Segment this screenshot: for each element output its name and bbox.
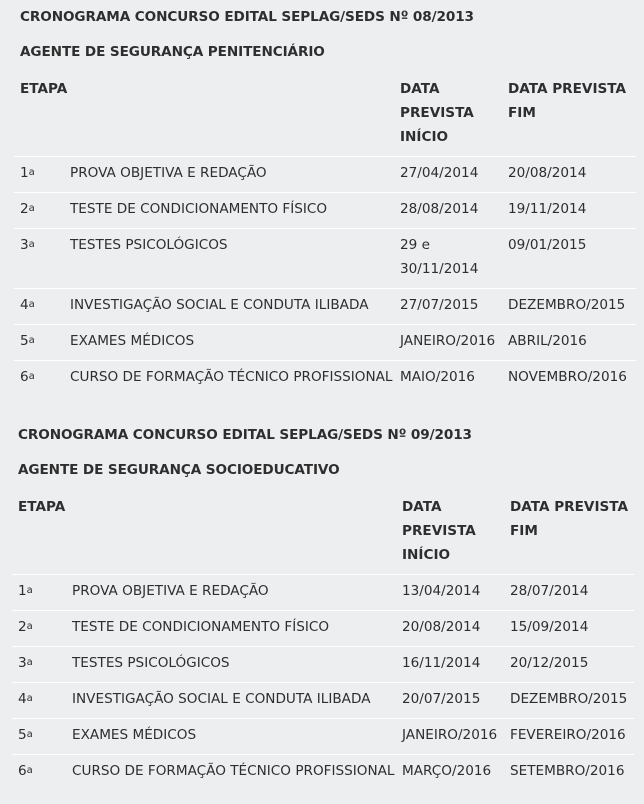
row-number: 3$^a$ xyxy=(20,237,35,253)
header-data-inicio: DATA PREVISTA INÍCIO xyxy=(402,499,476,563)
row-data-fim: 20/08/2014 xyxy=(508,165,587,181)
table-row xyxy=(12,682,634,718)
section-subtitle: AGENTE DE SEGURANÇA PENITENCIÁRIO xyxy=(20,44,325,60)
row-data-fim: 28/07/2014 xyxy=(510,583,589,599)
table-row xyxy=(12,754,634,791)
row-data-inicio: 20/08/2014 xyxy=(402,619,481,635)
row-data-fim: 20/12/2015 xyxy=(510,655,589,671)
table-row xyxy=(14,228,636,288)
row-data-fim: DEZEMBRO/2015 xyxy=(510,691,628,707)
row-data-inicio: 29 e 30/11/2014 xyxy=(400,237,479,277)
table-row xyxy=(12,574,634,610)
row-data-fim: 19/11/2014 xyxy=(508,201,587,217)
row-etapa: PROVA OBJETIVA E REDAÇÃO xyxy=(70,165,267,181)
table-row xyxy=(12,646,634,682)
row-number: 2$^a$ xyxy=(20,201,35,217)
row-number: 2$^a$ xyxy=(18,619,33,635)
table-row xyxy=(14,156,636,192)
row-data-fim: 09/01/2015 xyxy=(508,237,587,253)
table-row xyxy=(14,360,636,396)
row-etapa: TESTES PSICOLÓGICOS xyxy=(72,655,230,671)
header-data-inicio: DATA PREVISTA INÍCIO xyxy=(400,81,474,145)
row-etapa: EXAMES MÉDICOS xyxy=(72,727,197,743)
header-etapa: ETAPA xyxy=(20,81,68,97)
row-etapa: TESTE DE CONDICIONAMENTO FÍSICO xyxy=(70,201,328,217)
row-number: 1$^a$ xyxy=(18,583,33,599)
row-data-fim: NOVEMBRO/2016 xyxy=(508,369,627,385)
row-data-inicio: MAIO/2016 xyxy=(400,369,475,385)
row-data-fim: DEZEMBRO/2015 xyxy=(508,297,626,313)
row-data-fim: ABRIL/2016 xyxy=(508,333,587,349)
row-data-fim: 15/09/2014 xyxy=(510,619,589,635)
row-etapa: INVESTIGAÇÃO SOCIAL E CONDUTA ILIBADA xyxy=(70,297,369,313)
row-data-inicio: 27/04/2014 xyxy=(400,165,479,181)
row-number: 1$^a$ xyxy=(20,165,35,181)
row-data-inicio: MARÇO/2016 xyxy=(402,763,492,779)
table-row xyxy=(14,192,636,228)
row-number: 4$^a$ xyxy=(20,297,35,313)
row-number: 6$^a$ xyxy=(18,763,33,779)
row-etapa: PROVA OBJETIVA E REDAÇÃO xyxy=(72,583,269,599)
row-data-inicio: 20/07/2015 xyxy=(402,691,481,707)
row-number: 5$^a$ xyxy=(20,333,35,349)
row-number: 4$^a$ xyxy=(18,691,33,707)
row-data-inicio: 16/11/2014 xyxy=(402,655,481,671)
row-etapa: CURSO DE FORMAÇÃO TÉCNICO PROFISSIONAL xyxy=(70,369,393,385)
table-row xyxy=(14,324,636,360)
row-data-inicio: 13/04/2014 xyxy=(402,583,481,599)
row-data-fim: SETEMBRO/2016 xyxy=(510,763,625,779)
section-title: CRONOGRAMA CONCURSO EDITAL SEPLAG/SEDS Nº 08/2013 xyxy=(20,9,474,25)
row-etapa: CURSO DE FORMAÇÃO TÉCNICO PROFISSIONAL xyxy=(72,763,395,779)
table-row xyxy=(12,718,634,754)
row-etapa: EXAMES MÉDICOS xyxy=(70,333,195,349)
table-row xyxy=(12,610,634,646)
row-data-inicio: JANEIRO/2016 xyxy=(400,333,496,349)
row-number: 5$^a$ xyxy=(18,727,33,743)
table-row xyxy=(14,288,636,324)
row-etapa: TESTES PSICOLÓGICOS xyxy=(70,237,228,253)
header-etapa: ETAPA xyxy=(18,499,66,515)
row-etapa: TESTE DE CONDICIONAMENTO FÍSICO xyxy=(72,619,330,635)
row-data-inicio: 27/07/2015 xyxy=(400,297,479,313)
section-subtitle: AGENTE DE SEGURANÇA SOCIOEDUCATIVO xyxy=(18,462,340,478)
row-data-inicio: JANEIRO/2016 xyxy=(402,727,498,743)
header-data-fim: DATA PREVISTA FIM xyxy=(508,81,627,121)
row-number: 6$^a$ xyxy=(20,369,35,385)
header-data-fim: DATA PREVISTA FIM xyxy=(510,499,629,539)
row-data-inicio: 28/08/2014 xyxy=(400,201,479,217)
row-number: 3$^a$ xyxy=(18,655,33,671)
row-data-fim: FEVEREIRO/2016 xyxy=(510,727,626,743)
row-etapa: INVESTIGAÇÃO SOCIAL E CONDUTA ILIBADA xyxy=(72,691,371,707)
section-title: CRONOGRAMA CONCURSO EDITAL SEPLAG/SEDS Nº 09/2013 xyxy=(18,427,472,443)
